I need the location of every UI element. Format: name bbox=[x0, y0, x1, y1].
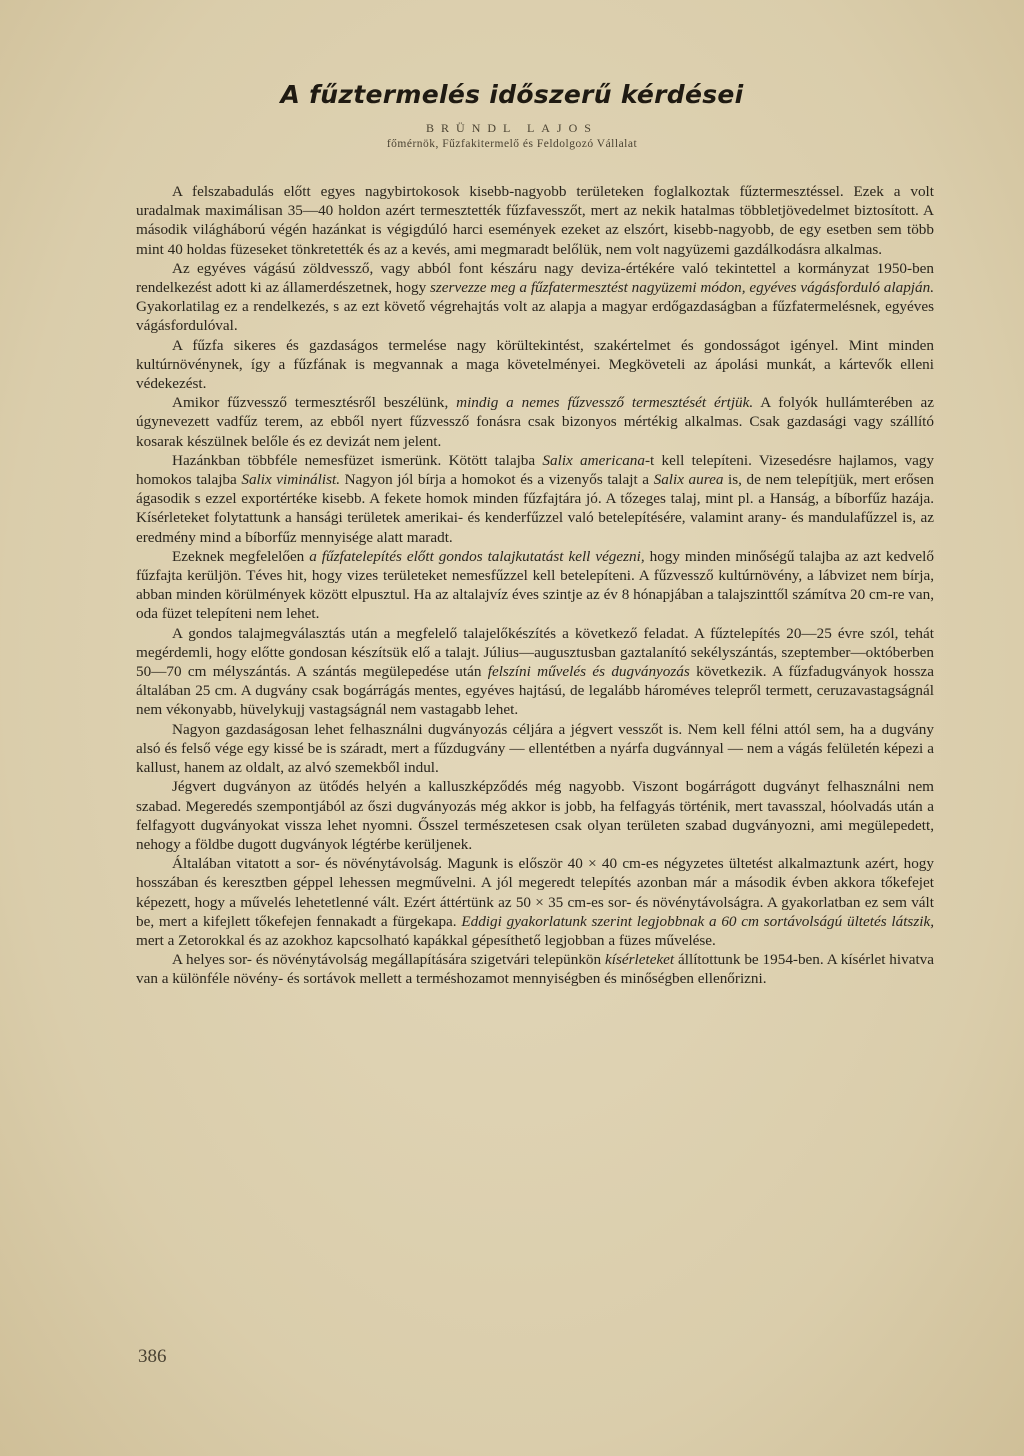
paragraph-text: -t kell telepíteni. Vizesedésre hajlamos, vagy homokos talajba bbox=[136, 451, 934, 489]
paragraph-text: hogy minden minőségű talajba az azt kedvelő fűzfajta kerüljön. Téves hit, hogy vizes területeket nemesfűzzel kell betelepíteni. A fűzvessző kultúrnövény, a lábvizet nem bírja, abban minden körülmények között elpusztul. Ha az altalajvíz éves szintje az év 8 hónapjában a talajszinttől számítva 20 cm-re van, oda füzet telepíteni nem lehet. bbox=[136, 547, 934, 623]
body-paragraph bbox=[136, 720, 934, 778]
paragraph-text: is, de nem telepítjük, mert erősen ágasodik s ezzel exportértéke kisebb. A fekete homok minden fűzfajtára jó. A tőzeges talaj, mint pl. a Hanság, a bíborfűz hazája. Kísérleteket folytattunk a hansági területek amerikai- és kenderfűzzel való betelepítésére, valamint arany- és mandulafűzzel is, az eredmény mind a bíborfűz mennyisége alatt maradt. bbox=[136, 471, 934, 546]
paragraph-text: Általában vitatott a sor- és növénytávolság. Magunk is először 40 × 40 cm-es négyzetes ültetést alkalmaztunk azért, hogy hosszában és keresztben géppel lehessen megművelni. A jól megeredt telepítés azonban már a második évben akkora tőkefejet képezett, hogy a művelés lehetetlenné vált. Ezért áttértünk az 50 × 35 cm-es sor- és növénytávolságra. A gyakorlatban ez sem vált be, mert a kifejlett tőkefejen fennakadt a fürgekapa. bbox=[136, 855, 934, 930]
emphasized-text: Salix aurea bbox=[653, 471, 724, 489]
paragraph-text: Ezeknek megfelelően bbox=[172, 547, 310, 565]
paragraph-text: Az egyéves vágású zöldvessző, vagy abból font készáru nagy deviza-értékére való tekintettel a kormányzat 1950-ben rendelkezést adott ki az államerdészetnek, hogy bbox=[136, 259, 934, 297]
article-body bbox=[136, 182, 934, 989]
body-paragraph bbox=[136, 950, 934, 988]
body-paragraph bbox=[136, 393, 934, 451]
emphasized-text: a fűzfatelepítés előtt gondos talajkutatást kell végezni, bbox=[309, 547, 645, 565]
emphasized-text: mindig a nemes fűzvessző termesztését értjük. bbox=[456, 394, 754, 412]
page-number: 386 bbox=[138, 1346, 167, 1367]
emphasized-text: Eddigi gyakorlatunk szerint legjobbnak a 60 cm sortávolságú ültetés látszik, bbox=[461, 912, 934, 930]
paragraph-text: A gondos talajmegválasztás után a megfelelő talajelőkészítés a következő feladat. A fűztelepítés 20—25 évre szól, tehát megérdemli, hogy előtte gondosan készítsük elő a talajt. Július—augusztusban gaztalanító sekélyszántás, szeptember—októberben 50—70 cm mélyszántás. A szántás megülepedése után bbox=[136, 624, 934, 681]
paragraph-text: A folyók hullámterében az úgynevezett vadfűz terem, az ebből nyert fűzvessző fonásra csak bizonyos mértékig alkalmas. Csak gazdasági vagy szállító kosarak készülnek belőle és ez devizát nem jelent. bbox=[136, 394, 934, 450]
author-name: BRÜNDL LAJOS bbox=[426, 121, 598, 135]
paragraph-text: Hazánkban többféle nemesfüzet ismerünk. Kötött talajba bbox=[172, 451, 543, 469]
body-paragraph bbox=[136, 547, 934, 624]
article-header bbox=[0, 80, 1024, 150]
paragraph-text: A helyes sor- és növénytávolság megállapítására szigetvári telepünkön bbox=[172, 951, 605, 969]
paragraph-text: állítottunk be 1954-ben. A kísérlet hivatva van a különféle növény- és sortávok mellett a terméshozamot mennyiségben és minőségben ellenőrizni. bbox=[136, 951, 935, 988]
body-paragraph bbox=[136, 336, 934, 394]
emphasized-text: kísérleteket bbox=[605, 951, 675, 969]
paragraph-text: A fűzfa sikeres és gazdaságos termelése nagy körültekintést, szakértelmet és gondosságot igényel. Mint minden kultúrnövénynek, így a fűzfának is megvannak a maga követelményei. Megköveteli az ápolási munkát, a kártevők elleni védekezést. bbox=[136, 336, 934, 393]
paragraph-text: Nagyon gazdaságosan lehet felhasználni dugványozás céljára a jégvert vesszőt is. Nem kell félni attól sem, ha a dugvány alsó és felső vége egy kissé be is száradt, mert a fűzdugvány — ellentétben a nyárfa dugvánnyal — nem a vágás felületén képezi a kallust, hanem az oldalt, az alvó szemekből indul. bbox=[136, 720, 934, 777]
paragraph-text: Jégvert dugványon az ütődés helyén a kalluszképződés még nagyobb. Viszont bogárrágott dugványt felhasználni nem szabad. Megeredés szempontjából az őszi dugványozás még akkor is jobb, ha felfagyás történik, mert tavasszal, hóolvadás után a felfagyott dugványokat vissza lehet nyomni. Ősszel természetesen csak olyan területen szabad dugványozni, ami megülepedett, nehogy a földbe dugott dugványok légtérbe kerüljenek. bbox=[136, 778, 934, 853]
emphasized-text: Salix viminálist. bbox=[241, 471, 340, 489]
emphasized-text: felszíni művelés és dugványozás bbox=[487, 663, 690, 681]
body-paragraph bbox=[136, 451, 934, 547]
paragraph-text: mert a Zetorokkal és az azokhoz kapcsolható kapákkal gépesíthető legjobban a füzes művelése. bbox=[136, 931, 716, 949]
author-affiliation: főmérnök, Fűzfakitermelő és Feldolgozó Vállalat bbox=[386, 138, 638, 150]
body-paragraph bbox=[136, 259, 934, 336]
body-paragraph bbox=[136, 854, 934, 950]
body-paragraph bbox=[136, 624, 934, 720]
paragraph-text: Gyakorlatilag ez a rendelkezés, s az ezt követő végrehajtás volt az alapja a magyar erdőgazdaságban a fűzfatermelésnek, egyéves vágásfordulóval. bbox=[136, 298, 934, 335]
paragraph-text: Amikor fűzvessző termesztésről beszélünk, bbox=[172, 394, 457, 412]
body-paragraph bbox=[136, 777, 934, 854]
paragraph-text: Nagyon jól bírja a homokot és a vizenyős talajt a bbox=[340, 471, 654, 489]
emphasized-text: Salix americana bbox=[542, 451, 645, 469]
body-paragraph bbox=[136, 182, 934, 259]
paragraph-text: következik. A fűzfadugványok hossza általában 25 cm. A dugvány csak bogárrágás mentes, egyéves hajtású, de legalább hároméves telepről termett, ceruzavastagságnál nem vékonyabb, hüvelykujj vastagságnál nem vastagabb lehet. bbox=[136, 663, 934, 719]
article-title: A fűztermelés időszerű kérdései bbox=[280, 80, 744, 109]
emphasized-text: szervezze meg a fűzfatermesztést nagyüzemi módon, egyéves vágásforduló alapján. bbox=[429, 279, 934, 297]
paragraph-text: A felszabadulás előtt egyes nagybirtokosok kisebb-nagyobb területeken foglalkoztak fűztermesztéssel. Ezek a volt uradalmak maximálisan 35—40 holdon azért termesztették fűzfavesszőt, mert az nekik hatalmas többletjövedelmet biztosított. A második világháború végén hazánkat is végigdúló harci események ezeket az elszórt, kisebb-nagyobb, de egy esetben sem több mint 40 holdas füzeseket tönkretették és az a kevés, ami megmaradt belőlük, nem volt nagyüzemi gazdálkodásra alkalmas. bbox=[136, 183, 934, 258]
